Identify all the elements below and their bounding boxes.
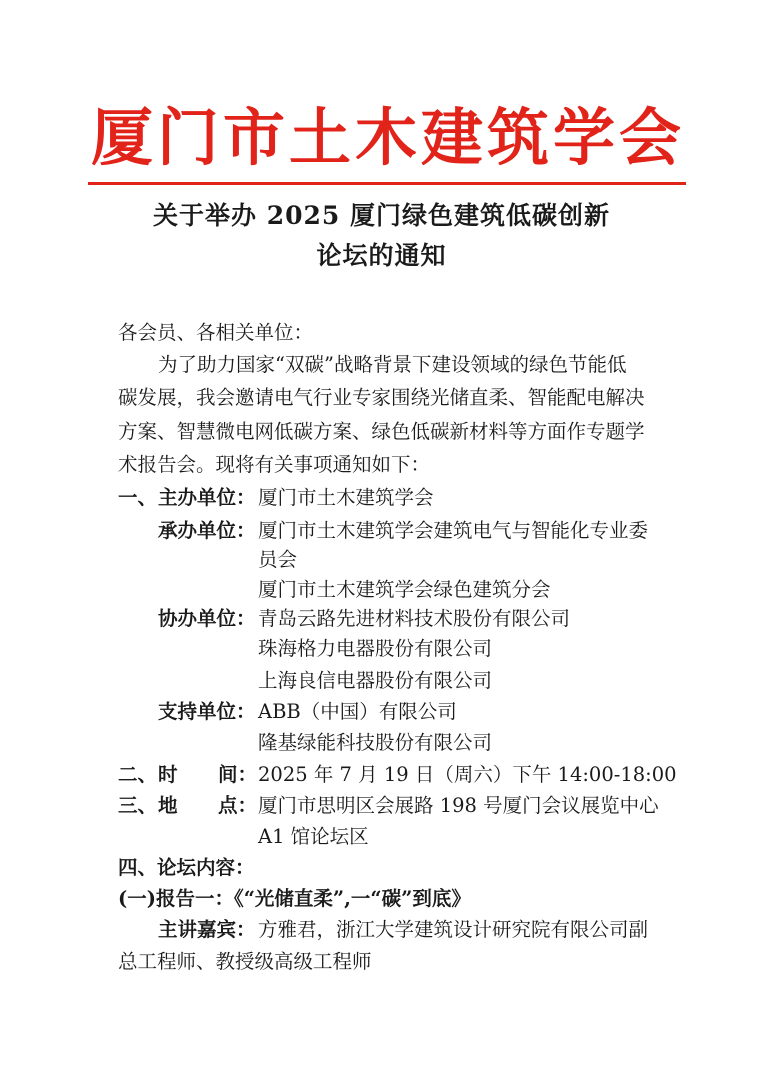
speaker-label: 主讲嘉宾： <box>158 918 256 941</box>
organizer-line: 厦门市土木建筑学会绿色建筑分会 <box>258 578 551 601</box>
co-organizer-line: 珠海格力电器股份有限公司 <box>258 637 493 660</box>
organizer-label: 承办单位： <box>158 519 256 542</box>
organizer-line: 厦门市土木建筑学会建筑电气与智能化专业委 <box>258 519 649 542</box>
speaker-line: 方雅君，浙江大学建筑设计研究院有限公司副 <box>258 918 649 941</box>
red-divider <box>88 182 686 185</box>
host-label: 主办单位： <box>158 486 256 509</box>
intro-line: 为了助力国家“双碳”战略背景下建设领域的绿色节能低 <box>158 353 627 376</box>
place-value-line: 厦门市思明区会展路 198 号厦门会议展览中心 <box>258 794 659 817</box>
time-label-a: 时 <box>158 763 178 786</box>
co-organizer-line: 青岛云路先进材料技术股份有限公司 <box>258 607 571 630</box>
intro-line: 方案、智慧微电网低碳方案、绿色低碳新材料等方面作专题学 <box>118 420 645 443</box>
intro-line: 碳发展，我会邀请电气行业专家围绕光储直柔、智能配电解决 <box>118 386 645 409</box>
report-1-title: (一)报告一：《“光储直柔”,一“碳”到底》 <box>118 887 471 910</box>
org-name-header: 厦门市土木建筑学会 <box>90 101 685 174</box>
notice-title-line-1: 关于举办 2025 厦门绿色建筑低碳创新 <box>153 201 610 230</box>
notice-title-line-2: 论坛的通知 <box>316 241 447 270</box>
section-3-prefix: 三、 <box>118 794 158 817</box>
supporter-label: 支持单位： <box>158 700 256 723</box>
time-value: 2025 年 7 月 19 日（周六）下午 14:00-18:00 <box>258 763 677 786</box>
time-label-b: 间： <box>218 763 258 786</box>
speaker-line: 总工程师、教授级高级工程师 <box>118 950 372 973</box>
section-4-heading: 四、论坛内容： <box>118 856 255 879</box>
supporter-line: 隆基绿能科技股份有限公司 <box>258 731 493 754</box>
co-organizer-label: 协办单位： <box>158 607 256 630</box>
organizer-line: 员会 <box>258 548 298 571</box>
place-label-a: 地 <box>158 794 178 817</box>
section-2-prefix: 二、 <box>118 763 158 786</box>
section-1-prefix: 一、 <box>118 486 158 509</box>
salutation: 各会员、各相关单位： <box>118 321 314 344</box>
supporter-line: ABB（中国）有限公司 <box>258 700 457 723</box>
place-label-b: 点： <box>218 794 258 817</box>
host-value: 厦门市土木建筑学会 <box>258 486 434 509</box>
intro-line: 术报告会。现将有关事项通知如下： <box>118 453 431 476</box>
co-organizer-line: 上海良信电器股份有限公司 <box>258 669 493 692</box>
place-value-line: A1 馆论坛区 <box>258 825 369 848</box>
